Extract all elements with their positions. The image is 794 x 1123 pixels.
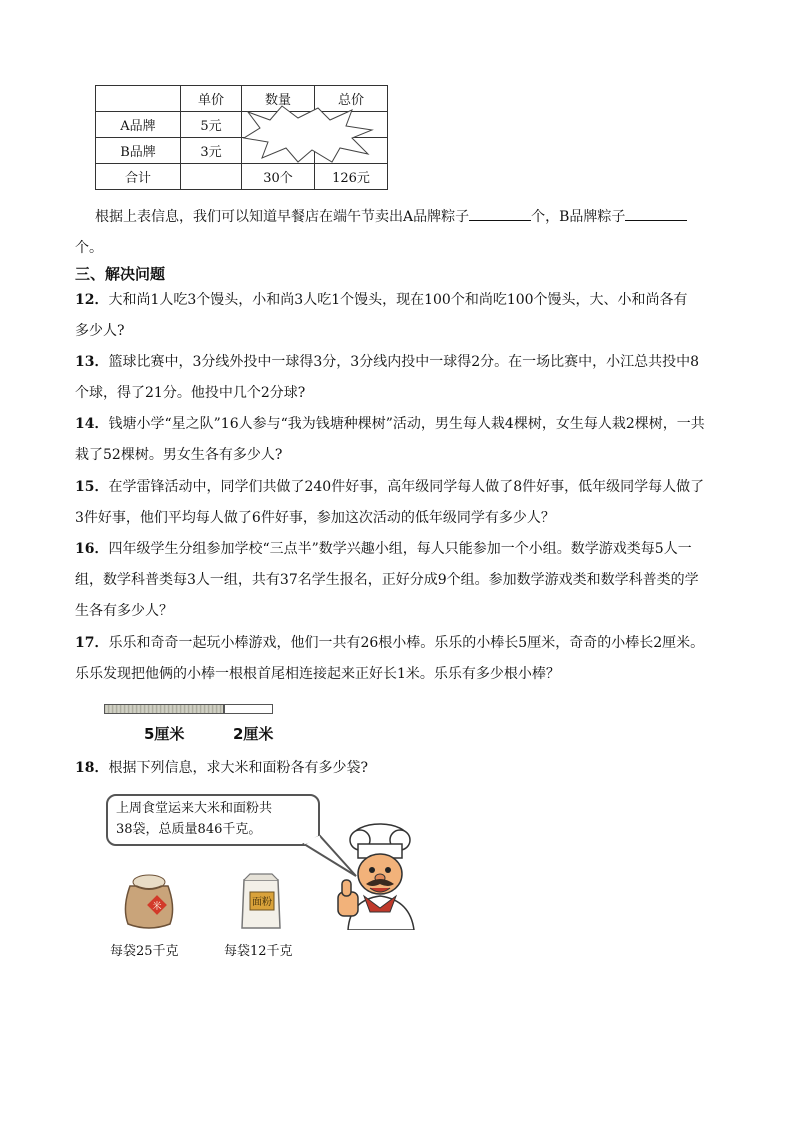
stick-label-2cm: 2厘米 xyxy=(233,725,274,743)
question-12: 12．大和尚1人吃3个馒头，小和尚3人吃1个馒头，现在100个和尚吃100个馒头，大、小和尚各有 xyxy=(75,292,688,308)
bubble-line: 38袋，总质量846千克。 xyxy=(116,822,262,837)
svg-text:米: 米 xyxy=(152,902,162,912)
stick-5cm xyxy=(104,704,224,714)
answer-blank-b[interactable] xyxy=(625,206,687,221)
starburst-cover-icon xyxy=(240,104,380,164)
question-15-cont: 3件好事，他们平均每人做了6件好事，参加这次活动的低年级同学有多少人？ xyxy=(75,510,555,526)
answer-blank-a[interactable] xyxy=(469,206,531,221)
table-cell: 5元 xyxy=(181,112,242,138)
chef-icon xyxy=(330,822,422,930)
question-17-cont: 乐乐发现把他俩的小棒一根根首尾相连接起来正好长1米。乐乐有多少根小棒？ xyxy=(75,666,560,682)
table-cell: 126元 xyxy=(315,164,388,190)
question-16-cont: 组，数学科普类每3人一组，共有37名学生报名，正好分成9个组。参加数学游戏类和数学科普类的学 xyxy=(75,572,699,588)
question-13: 13．篮球比赛中，3分线外投中一球得3分，3分线内投中一球得2分。在一场比赛中，小江总共投中8 xyxy=(75,354,700,370)
question-18: 18．根据下列信息，求大米和面粉各有多少袋? xyxy=(75,760,368,776)
flour-bag-icon xyxy=(238,872,284,932)
table-row xyxy=(96,164,388,190)
bubble-line: 上周食堂运来大米和面粉共 xyxy=(116,801,273,816)
table-cell xyxy=(181,164,242,190)
question-16: 16．四年级学生分组参加学校“三点半”数学兴趣小组，每人只能参加一个小组。数学游戏类每5人一 xyxy=(75,541,692,557)
header-cell xyxy=(96,86,181,112)
question-16-cont: 生各有多少人？ xyxy=(75,603,173,619)
header-cell: 数量 xyxy=(242,86,315,112)
question-17: 17．乐乐和奇奇一起玩小棒游戏，他们一共有26根小棒。乐乐的小棒长5厘米，奇奇的小棒长2厘米。 xyxy=(75,635,705,651)
table-cell: A品牌 xyxy=(96,112,181,138)
question-15: 15．在学雷锋活动中，同学们共做了240件好事，高年级同学每人做了8件好事，低年级同学每人做了 xyxy=(75,479,705,495)
question-13-cont: 个球，得了21分。他投中几个2分球? xyxy=(75,385,306,401)
rice-bag-icon xyxy=(120,868,178,930)
stick-2cm xyxy=(224,704,273,714)
info-sentence-end: 个。 xyxy=(75,240,103,256)
stick-label-5cm: 5厘米 xyxy=(144,725,185,743)
table-cell: B品牌 xyxy=(96,138,181,164)
flour-bag-label: 面粉 xyxy=(252,897,272,908)
question-14-cont: 栽了52棵树。男女生各有多少人? xyxy=(75,447,283,463)
question-12-cont: 多少人? xyxy=(75,323,125,339)
speech-bubble xyxy=(106,794,320,846)
rice-caption: 每袋25千克 xyxy=(110,944,179,959)
flour-caption: 每袋12千克 xyxy=(224,944,293,959)
table-cell: 30个 xyxy=(242,164,315,190)
table-cell: 合计 xyxy=(96,164,181,190)
section-title: 三、解决问题 xyxy=(75,265,166,283)
info-sentence: 根据上表信息，我们可以知道早餐店在端午节卖出A品牌粽子 个，B品牌粽子 xyxy=(95,206,687,227)
header-cell: 总价 xyxy=(315,86,388,112)
table-cell: 3元 xyxy=(181,138,242,164)
question-14: 14．钱塘小学“星之队”16人参与“我为钱塘种棵树”活动，男生每人栽4棵树，女生每人栽2棵树，一共 xyxy=(75,416,705,432)
header-cell: 单价 xyxy=(181,86,242,112)
